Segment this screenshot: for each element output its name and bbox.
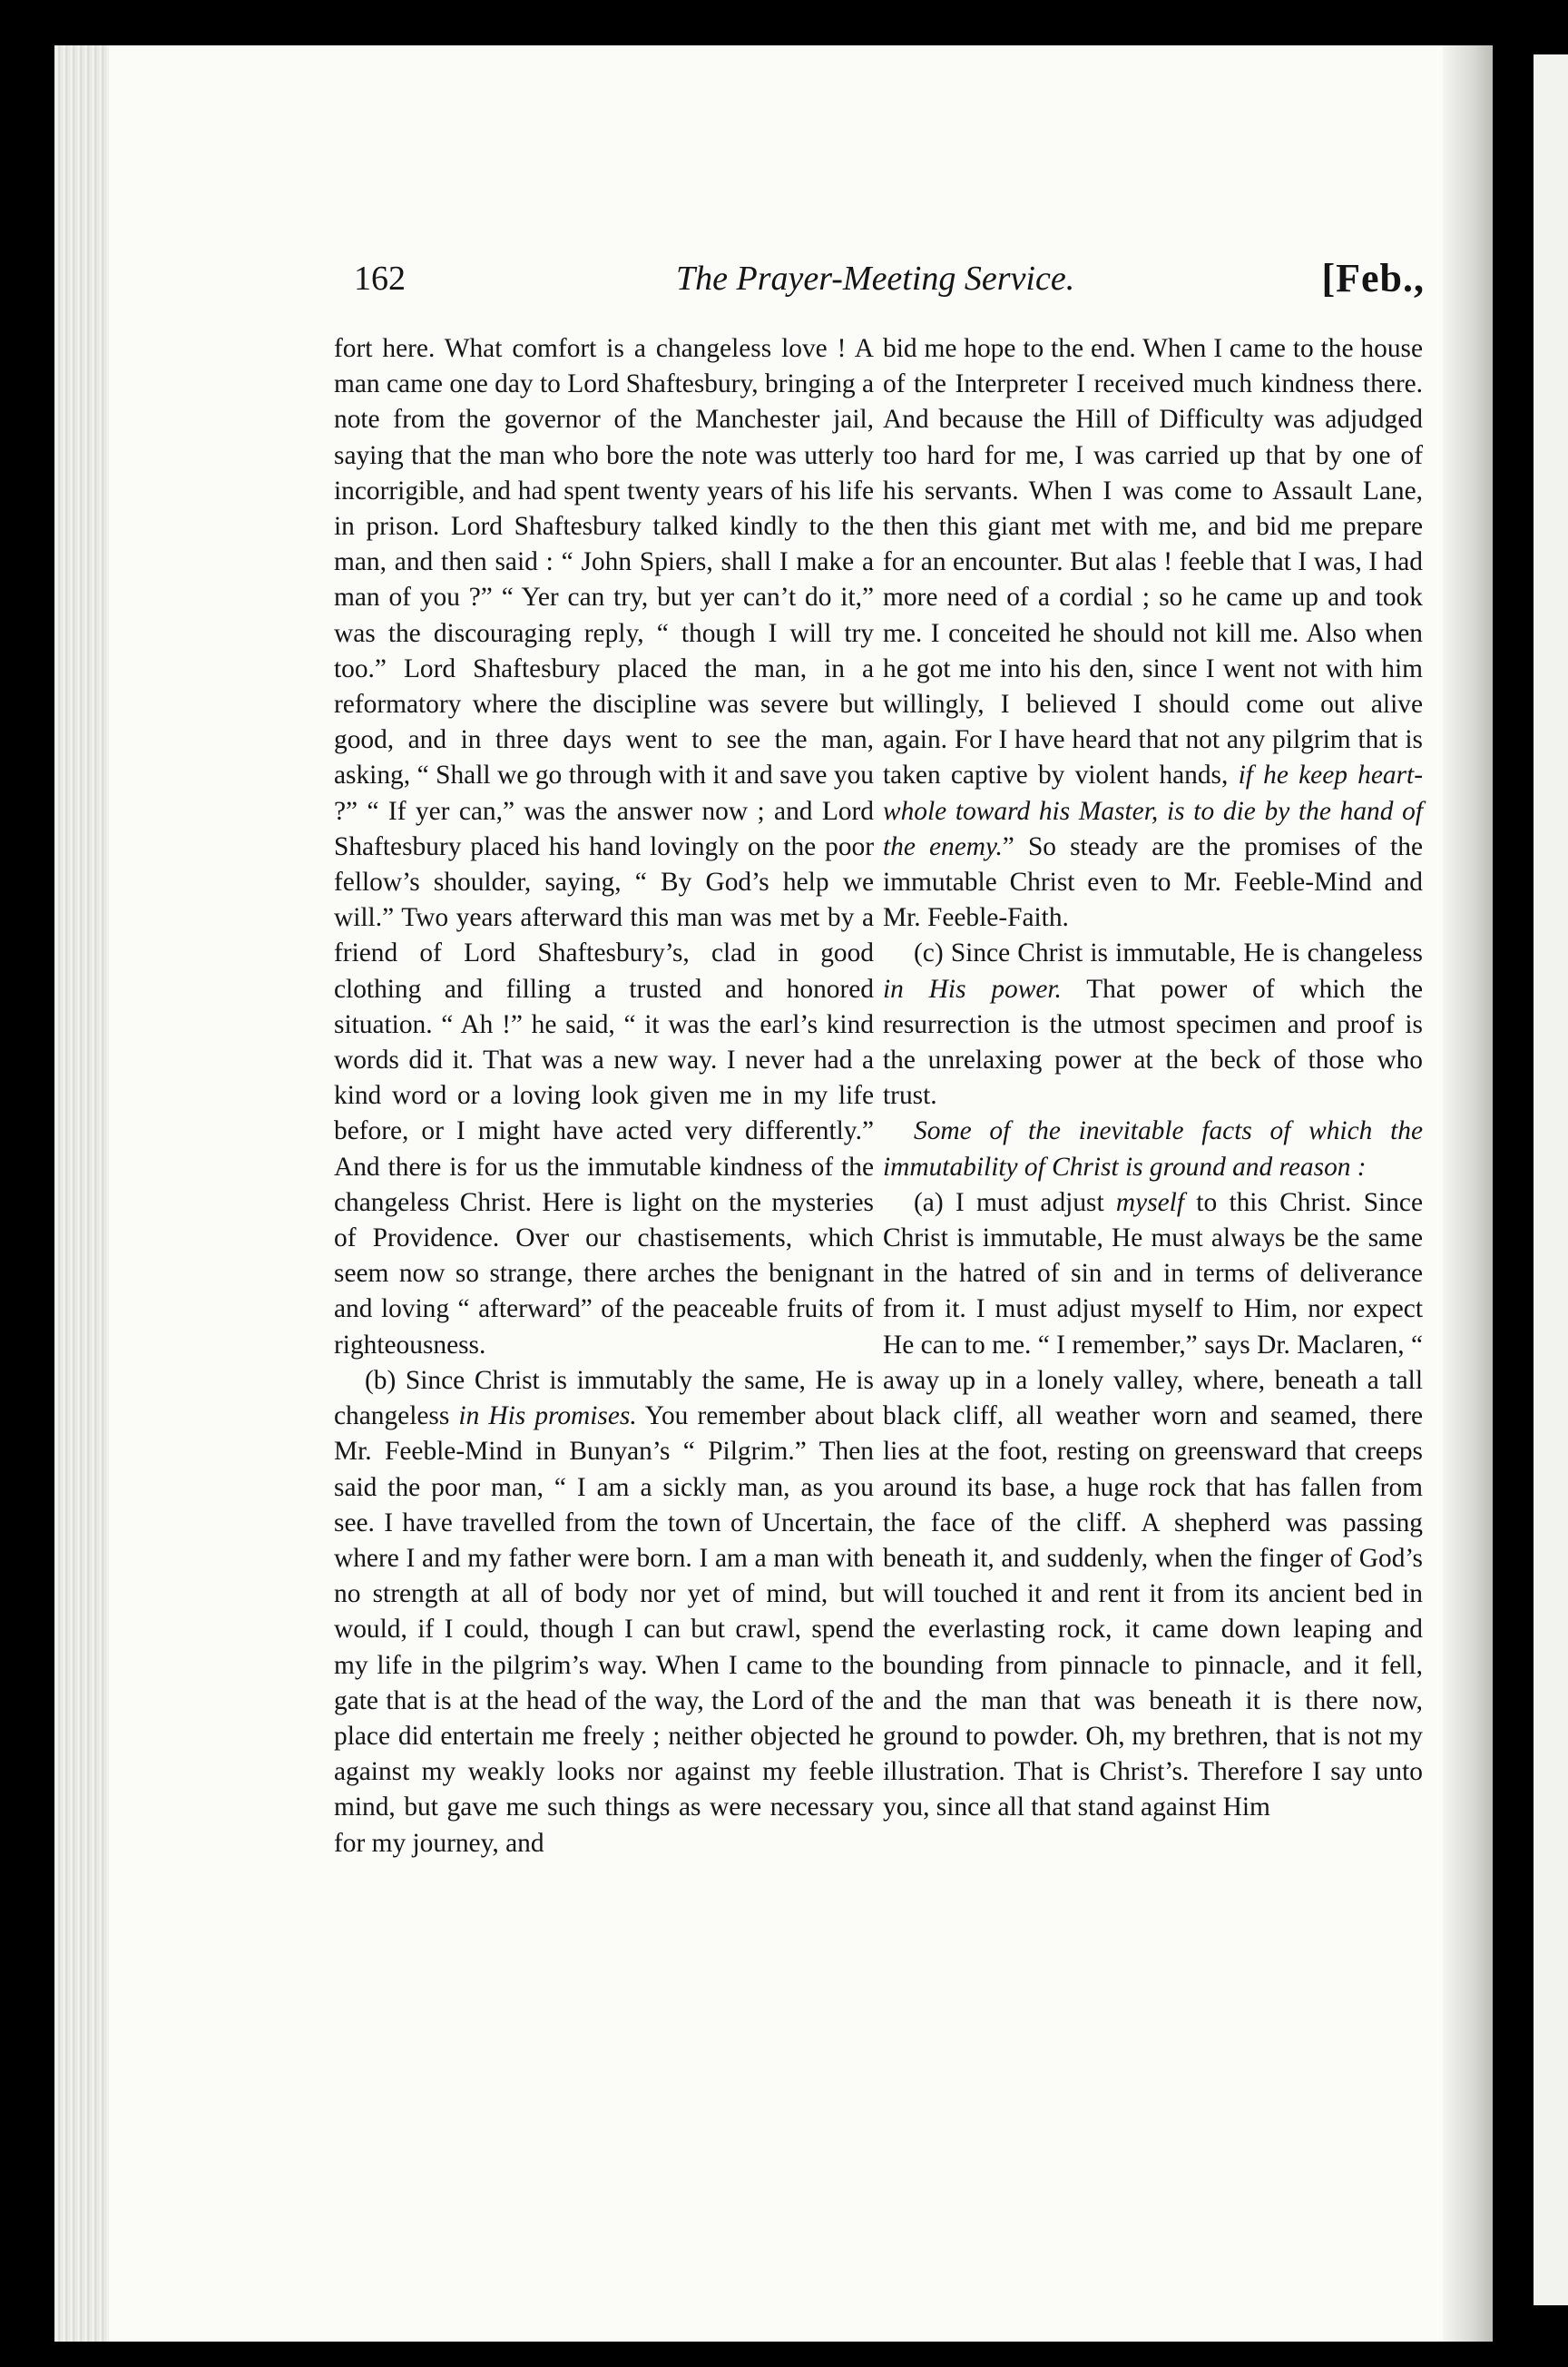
binding-gutter <box>1443 45 1493 2342</box>
page-number: 162 <box>354 260 406 298</box>
emphasis: in His promises. <box>458 1401 637 1431</box>
running-month: [Feb., <box>1321 256 1425 300</box>
emphasis: if he keep heart-whole toward his Master, is to die by the hand of the enemy. <box>883 761 1423 861</box>
text-run: ” So steady are the promises of the immutable Christ even to Mr. Feeble-Mind and Mr. Feeble-Faith. <box>883 831 1423 933</box>
emphasis: Some of the inevitable facts of which the immutability of Christ is ground and reason : <box>883 1116 1423 1182</box>
text-run: (b) Since Christ is immutably the same, He is changeless <box>334 1365 874 1431</box>
text-column-right <box>883 331 1423 2274</box>
text-run: bid me hope to the end. When I came to the house of the Interpreter I received much kindness there. And because the Hill of Difficulty was adjudged too hard for me, I was carried up that by one of his servants. When I was come to Assault Lane, then this giant met with me, and bid me prepare for an encounter. But alas ! feeble that I was, I had more need of a cordial ; so he came up and took me. I conceited he should not kill me. Also when he got me into his den, since I went not with him willingly, I believed I should come out alive again. For I have heard that not any pilgrim that is taken captive by violent hands, <box>883 334 1423 791</box>
emphasis: in His power. <box>883 974 1062 1004</box>
paragraph <box>883 936 1423 1114</box>
book-page <box>54 45 1493 2342</box>
text-run: (c) Since Christ is immutable, He is changeless <box>914 938 1423 968</box>
page-header <box>354 256 1425 304</box>
running-title: The Prayer-Meeting Service. <box>676 260 1075 298</box>
paragraph <box>334 1363 874 1861</box>
text-run: You remember about Mr. Feeble-Mind in Bunyan’s “ Pilgrim.” Then said the poor man, “ I am a sickly man, as you see. I have travelled from the town of Uncertain, where I and my father were born. I am a man with no strength at all of body nor yet of mind, but would, if I could, though I can but crawl, spend my life in the pilgrim’s way. When I came to the gate that is at the head of the way, the Lord of the place did entertain me freely ; neither objected he against my weakly looks nor against my feeble mind, but gave me such things as were necessary for my journey, and <box>334 1401 874 1858</box>
text-run: (a) I must adjust <box>914 1187 1116 1217</box>
paragraph: fort here. What comfort is a changeless love ! A man came one day to Lord Shaftesbury, bringing a note from the governor of the Manchester jail, saying that the man who bore the note was utterly incorrigible, and had spent twenty years of his life in prison. Lord Shaftesbury talked kindly to the man, and then said : “ John Spiers, shall I make a man of you ?” “ Yer can try, but yer can’t do it,” was the discouraging reply, “ though I will try too.” Lord Shaftesbury placed the man, in a reformatory where the discipline was severe but good, and in three days went to see the man, asking, “ Shall we go through with it and save you ?” “ If yer can,” was the answer now ; and Lord Shaftesbury placed his hand lovingly on the poor fellow’s shoulder, saying, “ By God’s help we will.” Two years afterward this man was met by a friend of Lord Shaftesbury’s, clad in good clothing and filling a trusted and honored situation. “ Ah !” he said, “ it was the earl’s kind words did it. That was a new way. I never had a kind word or a loving look given me in my life before, or I might have acted very differently.” And there is for us the immutable kindness of the changeless Christ. Here is light on the mysteries of Providence. Over our chastisements, which seem now so strange, there arches the benignant and loving “ afterward” of the peaceable fruits of righteousness. <box>334 334 874 1360</box>
adjacent-page-edge <box>1534 54 1568 2305</box>
emphasis: myself <box>1115 1187 1185 1217</box>
text-run: to this Christ. Since Christ is immutable, He must always be the same in the hatred of sin and in terms of deliverance from it. I must adjust myself to Him, nor expect He can to me. “ I remember,” says Dr. Maclaren, “ away up in a lonely valley, where, beneath a tall black cliff, all weather worn and seamed, there lies at the foot, resting on greensward that creeps around its base, a huge rock that has fallen from the face of the cliff. A shepherd was passing beneath it, and suddenly, when the finger of God’s will touched it and rent it from its ancient bed in the everlasting rock, it came down leaping and bounding from pinnacle to pinnacle, and it fell, and the man that was beneath it is there now, ground to powder. Oh, my brethren, that is not my illustration. That is Christ’s. Therefore I say unto you, since all that stand against Him <box>883 1187 1423 1822</box>
paragraph <box>883 1185 1423 1826</box>
section-heading <box>883 1114 1423 1184</box>
paragraph <box>883 331 1423 936</box>
text-column-left <box>334 331 874 2274</box>
page-edges <box>54 45 109 2342</box>
text-run: That power of which the resurrection is the utmost specimen and proof is the unrelaxing power at the beck of those who trust. <box>883 974 1424 1111</box>
